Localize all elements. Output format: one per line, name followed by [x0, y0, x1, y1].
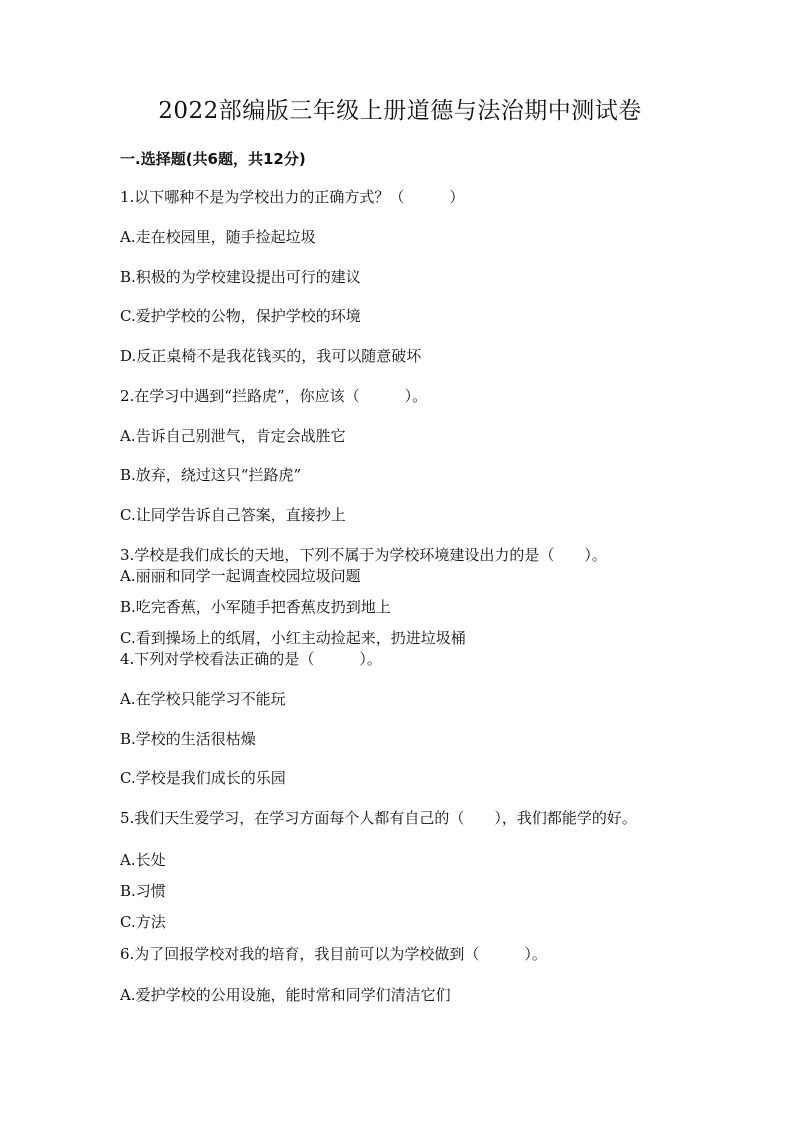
question-2-stem: 2.在学习中遇到“拦路虎”，你应该（ ）。: [120, 387, 428, 405]
question-6-option-a: A.爱护学校的公用设施，能时常和同学们清洁它们: [120, 986, 451, 1004]
section-heading: 一.选择题(共6题，共12分): [120, 150, 306, 168]
question-3-stem: 3.学校是我们成长的天地，下列不属于为学校环境建设出力的是（ ）。: [120, 546, 607, 564]
question-1-option-b: B.积极的为学校建设提出可行的建议: [120, 268, 361, 286]
question-4-stem: 4.下列对学校看法正确的是（ ）。: [120, 650, 382, 668]
question-2-option-c: C.让同学告诉自己答案，直接抄上: [120, 506, 346, 524]
question-4-option-c: C.学校是我们成长的乐园: [120, 769, 286, 787]
question-1-stem: 1.以下哪种不是为学校出力的正确方式？（ ）: [120, 188, 465, 206]
question-5-option-b: B.习惯: [120, 882, 166, 900]
question-5-option-c: C.方法: [120, 913, 166, 931]
question-1-option-c: C.爱护学校的公物，保护学校的环境: [120, 307, 361, 325]
question-4-option-b: B.学校的生活很枯燥: [120, 730, 256, 748]
question-3-option-b: B.吃完香蕉，小军随手把香蕉皮扔到地上: [120, 598, 391, 616]
question-6-stem: 6.为了回报学校对我的培育，我目前可以为学校做到（ ）。: [120, 945, 547, 963]
question-2-option-b: B.放弃，绕过这只“拦路虎”: [120, 466, 302, 484]
question-5-option-a: A.长处: [120, 851, 166, 869]
page-title: 2022部编版三年级上册道德与法治期中测试卷: [158, 98, 642, 124]
question-4-option-a: A.在学校只能学习不能玩: [120, 690, 286, 708]
question-1-option-d: D.反正桌椅不是我花钱买的，我可以随意破坏: [120, 347, 422, 365]
question-1-option-a: A.走在校园里，随手捡起垃圾: [120, 228, 316, 246]
question-2-option-a: A.告诉自己别泄气，肯定会战胜它: [120, 427, 346, 445]
question-3-option-a: A.丽丽和同学一起调查校园垃圾问题: [120, 567, 361, 585]
question-5-stem: 5.我们天生爱学习，在学习方面每个人都有自己的（ ），我们都能学的好。: [120, 809, 637, 827]
question-3-option-c: C.看到操场上的纸屑，小红主动捡起来，扔进垃圾桶: [120, 629, 466, 647]
